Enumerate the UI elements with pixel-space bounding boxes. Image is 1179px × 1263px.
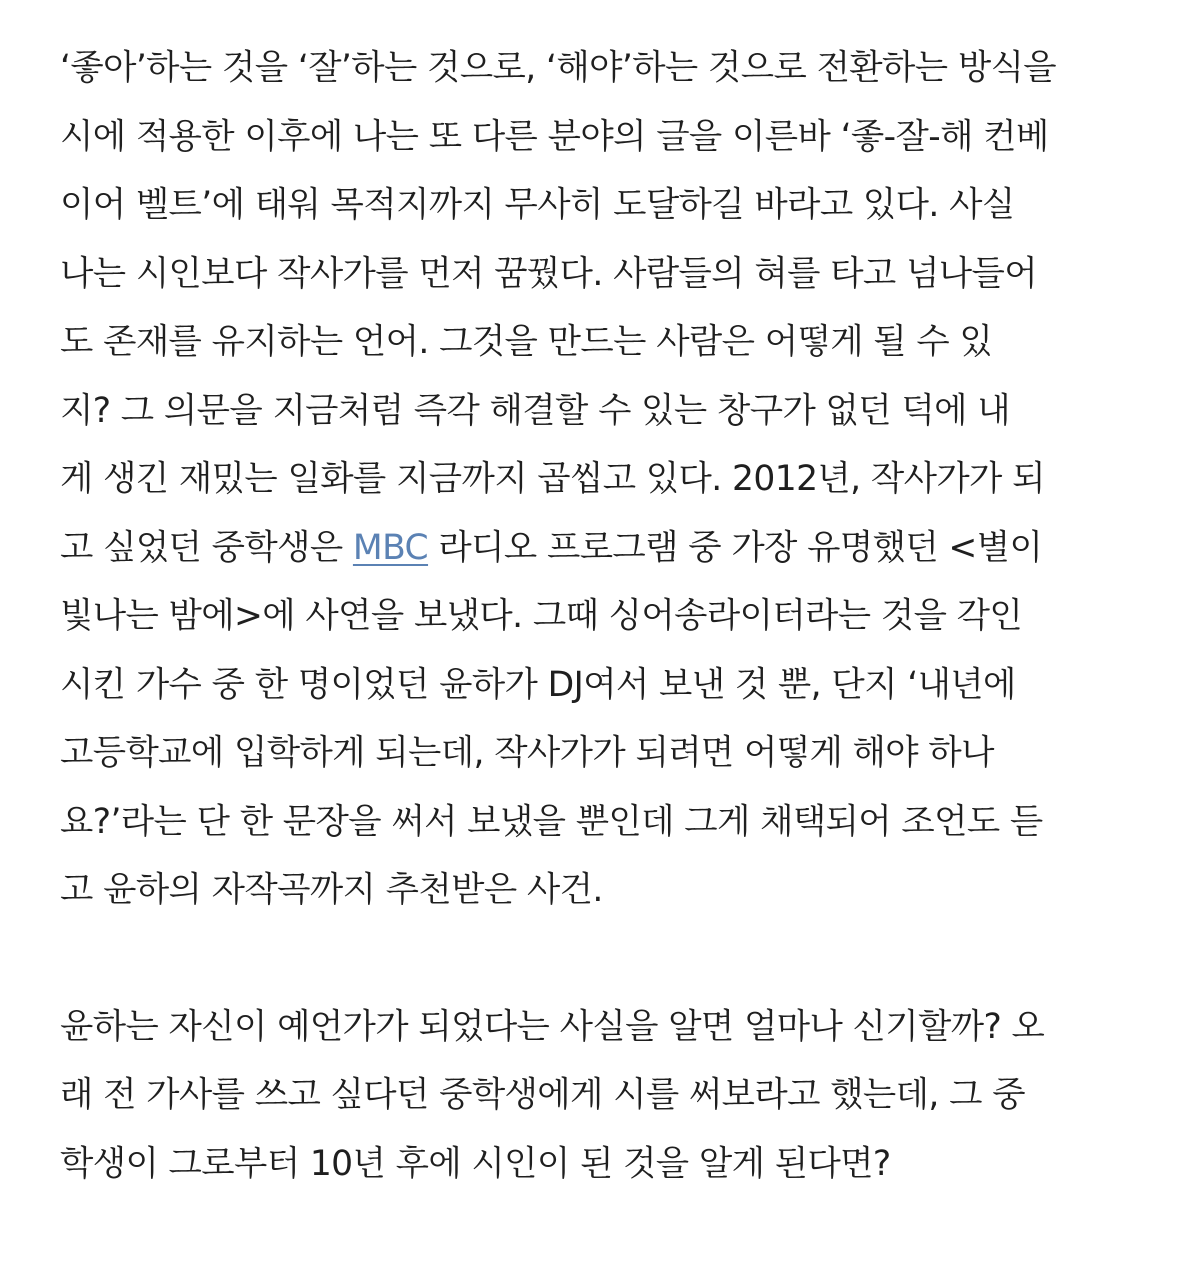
text-segment: 라디오 프로그램 중 가장 유명했던 <별이 [428, 527, 1043, 568]
text-line: 래 전 가사를 쓰고 싶다던 중학생에게 시를 써보라고 했는데, 그 중 [60, 1075, 1025, 1115]
text-line-with-link [60, 514, 1140, 583]
text-line: 지? 그 의문을 지금처럼 즉각 해결할 수 있는 창구가 없던 덕에 내 [60, 390, 1010, 431]
text-line: 나는 시인보다 작사가를 먼저 꿈꿨다. 사람들의 혀를 타고 넘나들어 [60, 253, 1037, 294]
text-line: 이어 벨트’에 태워 목적지까지 무사히 도달하길 바라고 있다. 사실 [60, 185, 1015, 225]
text-line: ‘좋아’하는 것을 ‘잘’하는 것으로, ‘해야’하는 것으로 전환하는 방식을 [60, 48, 1057, 88]
mbc-link[interactable]: MBC [352, 527, 429, 568]
text-line: 게 생긴 재밌는 일화를 지금까지 곱씹고 있다. 2012년, 작사가가 되 [60, 459, 1045, 499]
text-line: 빛나는 밤에>에 사연을 보냈다. 그때 싱어송라이터라는 것을 각인 [60, 596, 1023, 636]
text-line: 요?’라는 단 한 문장을 써서 보냈을 뿐인데 그게 채택되어 조언도 듣 [60, 801, 1043, 842]
text-line: 고 윤하의 자작곡까지 추천받은 사건. [60, 870, 603, 910]
text-segment: 고 싶었던 중학생은 [60, 527, 353, 568]
paragraph-2 [60, 993, 1140, 1199]
text-line: 시에 적용한 이후에 나는 또 다른 분야의 글을 이른바 ‘좋-잘-해 컨베 [60, 116, 1049, 157]
paragraph-1 [60, 34, 1140, 925]
text-line: 윤하는 자신이 예언가가 되었다는 사실을 알면 얼마나 신기할까? 오 [60, 1006, 1045, 1047]
text-line: 도 존재를 유지하는 언어. 그것을 만드는 사람은 어떻게 될 수 있 [60, 322, 993, 362]
text-line: 학생이 그로부터 10년 후에 시인이 된 것을 알게 된다면? [60, 1143, 891, 1184]
text-line: 고등학교에 입학하게 되는데, 작사가가 되려면 어떻게 해야 하나 [60, 733, 994, 773]
article-body [60, 34, 1140, 1198]
text-line: 시킨 가수 중 한 명이었던 윤하가 DJ여서 보낸 것 뿐, 단지 ‘내년에 [60, 664, 1016, 705]
